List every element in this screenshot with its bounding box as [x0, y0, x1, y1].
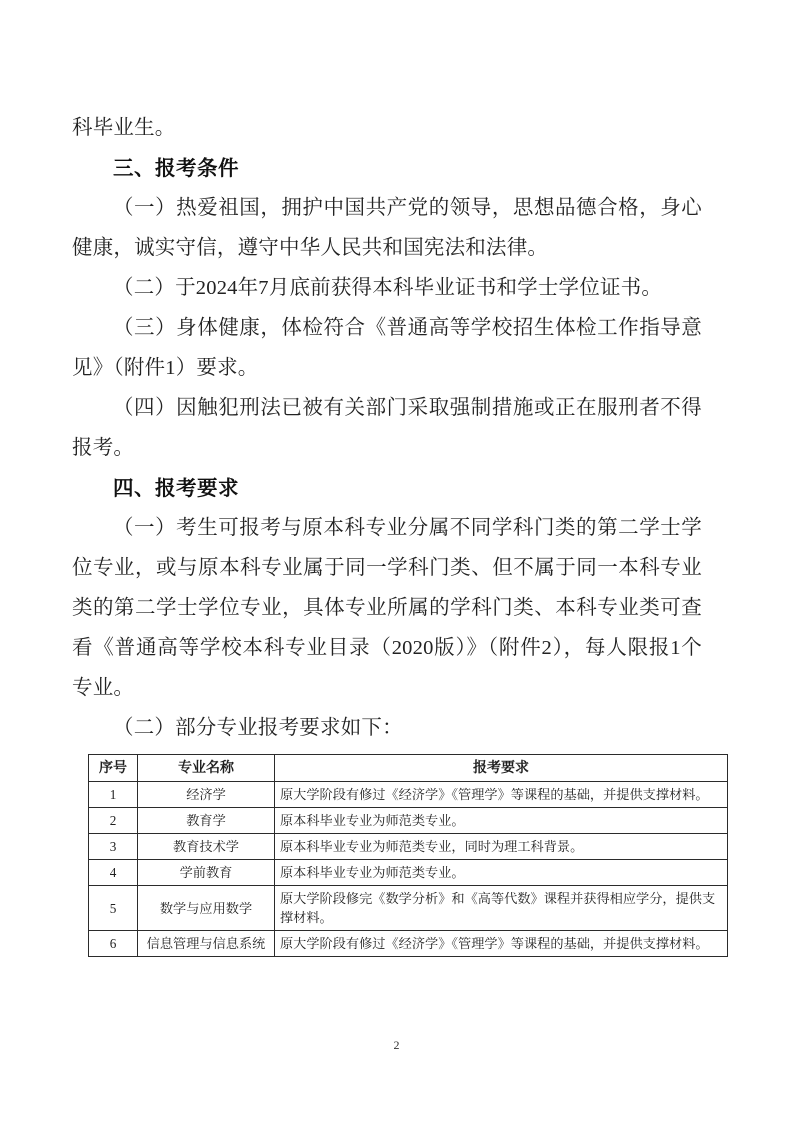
table-row — [89, 931, 728, 957]
table-header-row — [89, 755, 728, 782]
table-row — [89, 782, 728, 808]
paragraph-condition-three: （三）身体健康，体检符合《普通高等学校招生体检工作指导意见》（附件1）要求。 — [72, 317, 702, 379]
table-row — [89, 860, 728, 886]
table-header-requirement: 报考要求 — [275, 755, 728, 782]
paragraph-continuation: 科毕业生。 — [72, 117, 176, 139]
cell-requirement: 原本科毕业专业为师范类专业，同时为理工科背景。 — [275, 834, 728, 860]
cell-major: 学前教育 — [138, 860, 275, 886]
paragraph-requirement-one: （一）考生可报考与原本科专业分属不同学科门类的第二学士学位专业，或与原本科专业属于同一学科门类、但不属于同一本科专业类的第二学士学位专业，具体专业所属的学科门类、本科专业类可查看《普通高等学校本科专业目录（2020版）》（附件2），每人限报1个专业。 — [72, 517, 702, 699]
table-row — [89, 808, 728, 834]
table-row — [89, 834, 728, 860]
cell-no: 6 — [89, 931, 138, 957]
table-header-major: 专业名称 — [138, 755, 275, 782]
cell-no: 3 — [89, 834, 138, 860]
paragraph-condition-two: （二）于2024年7月底前获得本科毕业证书和学士学位证书。 — [113, 277, 663, 299]
paragraph-condition-one: （一）热爱祖国，拥护中国共产党的领导，思想品德合格，身心健康，诚实守信，遵守中华人民共和国宪法和法律。 — [72, 197, 702, 259]
cell-requirement: 原大学阶段有修过《经济学》《管理学》等课程的基础，并提供支撑材料。 — [275, 931, 728, 957]
cell-requirement: 原本科毕业专业为师范类专业。 — [275, 860, 728, 886]
paragraph-requirement-two: （二）部分专业报考要求如下： — [113, 717, 403, 739]
cell-no: 1 — [89, 782, 138, 808]
table-header-no: 序号 — [89, 755, 138, 782]
cell-requirement: 原大学阶段修完《数学分析》和《高等代数》课程并获得相应学分，提供支撑材料。 — [275, 886, 728, 931]
table-header — [89, 755, 728, 782]
cell-major: 教育技术学 — [138, 834, 275, 860]
section-heading-three: 三、报考条件 — [113, 156, 239, 180]
document-body — [72, 108, 716, 957]
cell-requirement: 原大学阶段有修过《经济学》《管理学》等课程的基础，并提供支撑材料。 — [275, 782, 728, 808]
cell-major: 经济学 — [138, 782, 275, 808]
page-number: 2 — [393, 1038, 400, 1052]
section-heading-four: 四、报考要求 — [113, 476, 239, 500]
table-body — [89, 782, 728, 957]
cell-major: 数学与应用数学 — [138, 886, 275, 931]
cell-no: 4 — [89, 860, 138, 886]
table-row — [89, 886, 728, 931]
cell-no: 5 — [89, 886, 138, 931]
cell-major: 教育学 — [138, 808, 275, 834]
paragraph-condition-four: （四）因触犯刑法已被有关部门采取强制措施或正在服刑者不得报考。 — [72, 397, 702, 459]
cell-requirement: 原本科毕业专业为师范类专业。 — [275, 808, 728, 834]
major-requirements-table — [88, 754, 728, 957]
cell-major: 信息管理与信息系统 — [138, 931, 275, 957]
cell-no: 2 — [89, 808, 138, 834]
